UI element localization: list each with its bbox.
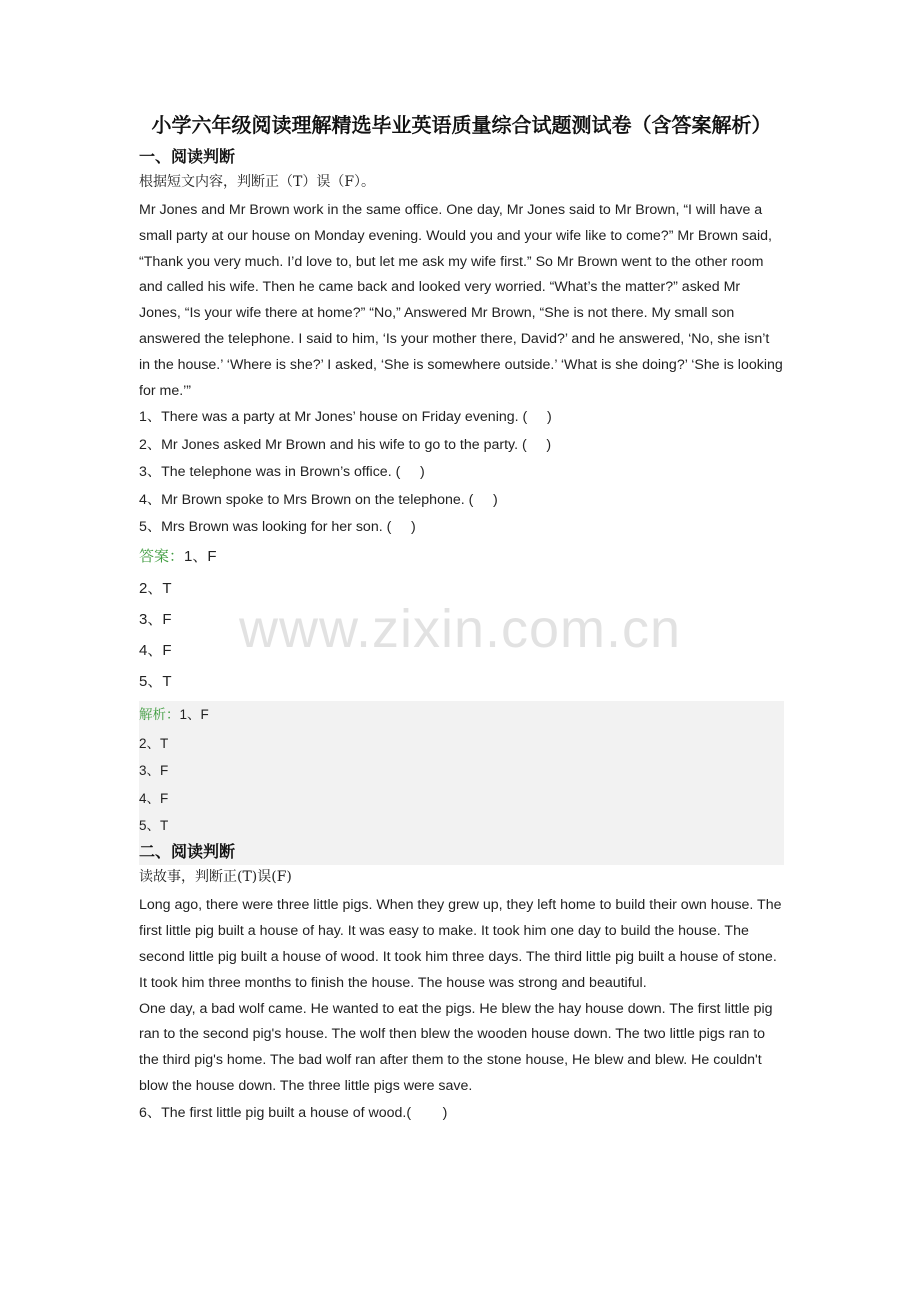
question-2: 2、Mr Jones asked Mr Brown and his wife to go to the party. ( ) [139, 436, 552, 453]
question-4: 4、Mr Brown spoke to Mrs Brown on the telephone. ( ) [139, 491, 498, 508]
question-1: 1、There was a party at Mr Jones’ house on Friday evening. ( ) [139, 409, 552, 426]
analysis-label: 解析： [139, 707, 180, 724]
section1-passage [139, 198, 784, 404]
question-3: 3、The telephone was in Brown’s office. ( ) [139, 464, 425, 481]
section2-heading: 二、阅读判断 [139, 842, 236, 862]
answers-block [139, 541, 784, 697]
section1-instruction: 根据短文内容，判断正（T）误（F）。 [139, 174, 376, 190]
analysis-row-1 [139, 701, 784, 729]
section1-passage-text: Mr Jones and Mr Brown work in the same office. One day, Mr Jones said to Mr Brown, “I will have a small party at our house on Monday evening. Would you and your wife like to come?” Mr Brown said, “Thank you very much. I’d love to, but let me ask my wife first.” So Mr Brown went to the other room and called his wife. Then he came back and looked very worried. “What’s the matter?” asked Mr Jones, “Is your wife there at home?” “No,” Answered Mr Brown, “She is not there. My small son answered the telephone. I said to him, ‘Is your mother there, David?’ and he answered, ‘No, she isn’t in the house.’ ‘Where is she?’ I asked, ‘She is somewhere outside.’ ‘What is she doing?’ ‘She is looking for me.’” [139, 202, 783, 399]
analysis-4: 4、F [139, 790, 169, 806]
section1-questions [139, 404, 784, 541]
analysis-3: 3、F [139, 763, 169, 779]
answer-2: 2、T [139, 579, 172, 597]
analysis-2: 2、T [139, 735, 169, 751]
page-title: 小学六年级阅读理解精选毕业英语质量综合试题测试卷（含答案解析） [151, 113, 772, 137]
section2-paragraph-1: Long ago, there were three little pigs. When they grew up, they left home to build their own house. The first little pig built a house of hay. It was easy to make. It took him one day to build the house. The second little pig built a house of wood. It took him three days. The third little pig built a house of stone. It took him three months to finish the house. The house was strong and beautiful. [139, 897, 782, 991]
answer-row-1 [139, 541, 784, 572]
answer-5: 5、T [139, 673, 172, 691]
answer-3: 3、F [139, 610, 172, 628]
section1-heading: 一、阅读判断 [139, 147, 236, 166]
document-page [139, 110, 784, 1127]
watermark: www.zixin.com.cn [238, 599, 682, 659]
answer-4: 4、F [139, 642, 172, 660]
section2-paragraph-2: One day, a bad wolf came. He wanted to eat the pigs. He blew the hay house down. The first little pig ran to the second pig's house. The wolf then blew the wooden house down. The two little pigs ran to the third pig's home. The bad wolf ran after them to the stone house, He blew and blew. He couldn't blow the house down. The three little pigs were save. [139, 1000, 773, 1095]
analysis-5: 5、T [139, 818, 169, 834]
answer-1: 1、F [184, 548, 217, 566]
question-6: 6、The first little pig built a house of wood.( ) [139, 1104, 448, 1121]
analysis-1: 1、F [179, 707, 209, 723]
analysis-block [139, 701, 784, 865]
answer-label: 答案： [139, 547, 185, 566]
section2-instruction: 读故事，判断正(T)误(F) [139, 869, 292, 886]
question-5: 5、Mrs Brown was looking for her son. ( ) [139, 519, 416, 535]
section2-passage [139, 893, 784, 1099]
